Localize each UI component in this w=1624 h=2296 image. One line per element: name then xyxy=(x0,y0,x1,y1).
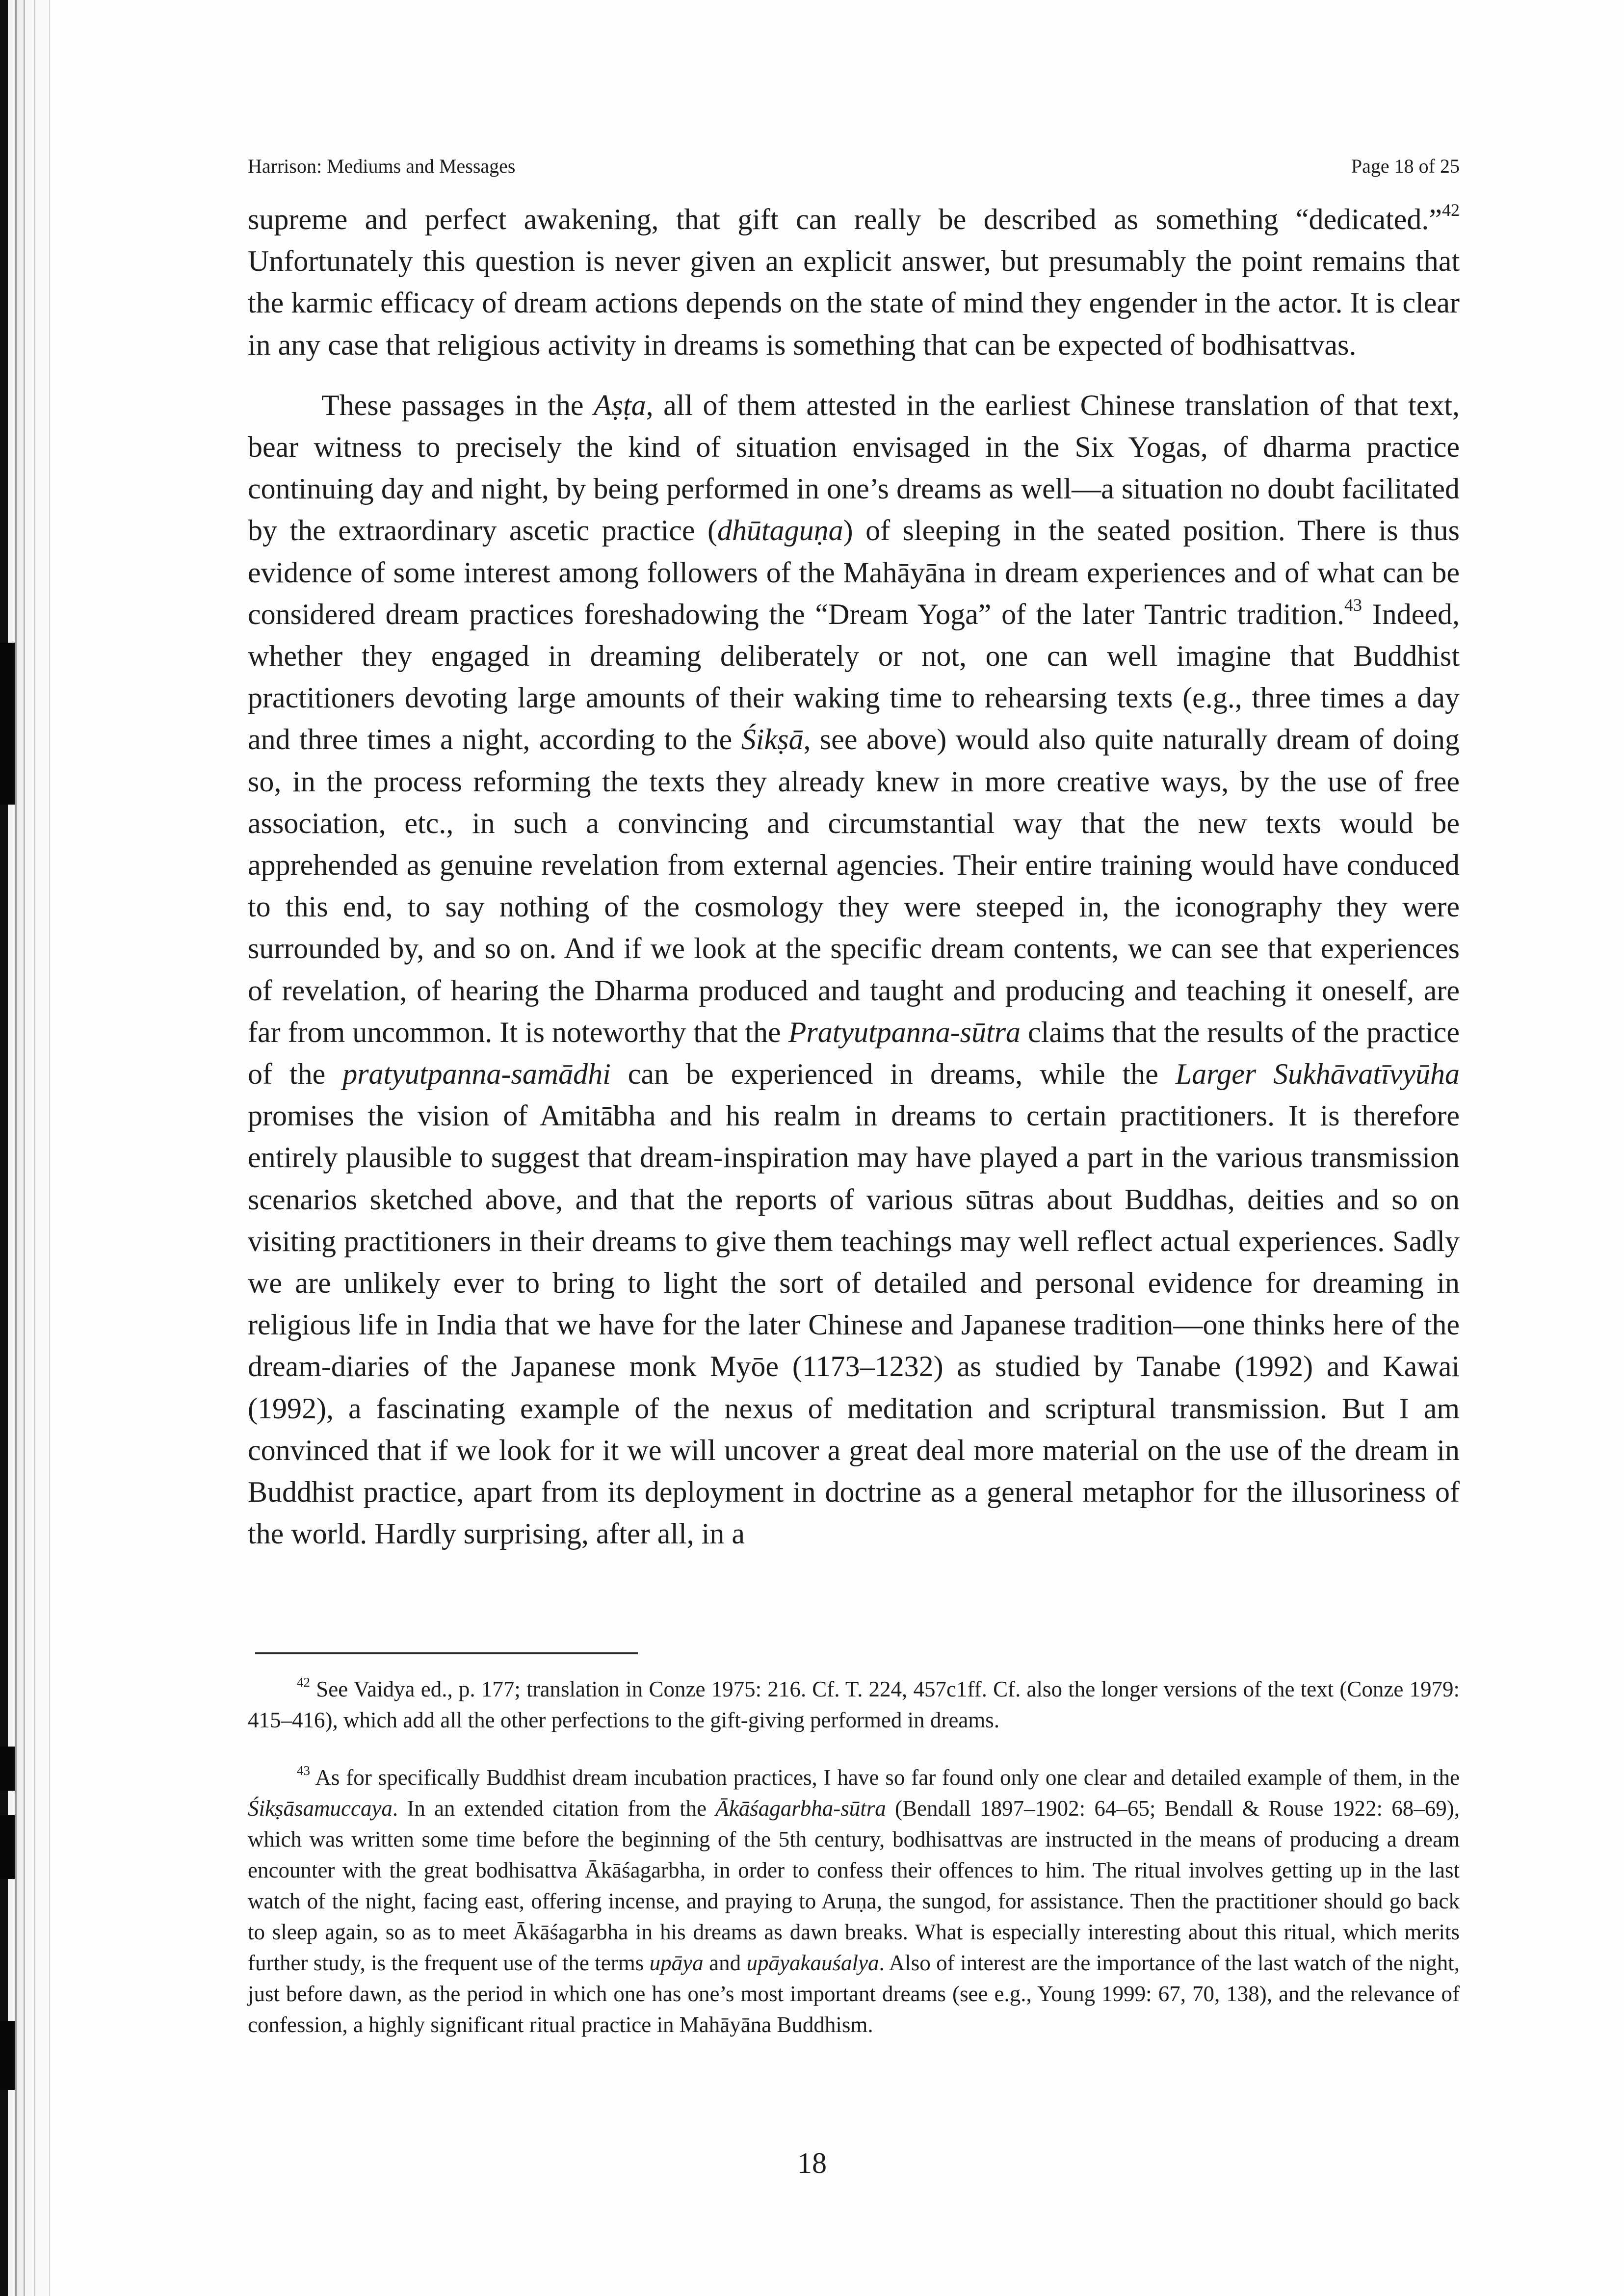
footnote-42 xyxy=(248,1674,1460,1736)
paragraph xyxy=(248,385,1460,1555)
italic-term: Ākāśagarbha-sūtra xyxy=(715,1796,886,1821)
text-run: . Also of interest are the importance of the last watch of the night, just before dawn, as the period in which one has one’s most important dreams (see e.g., Young 1999: 67, 70, 138), and the relevance of confession, a highly significant ritual practice in Mahāyāna Buddhism. xyxy=(248,1951,1460,2037)
scan-edge xyxy=(0,0,82,2296)
text-run: As for specifically Buddhist dream incubation practices, I have so far found only one clear and detailed example of them, in the xyxy=(310,1765,1460,1790)
page-number: 18 xyxy=(797,2147,827,2179)
page-indicator: Page 18 of 25 xyxy=(1351,155,1460,177)
text-run: can be experienced in dreams, while the xyxy=(610,1058,1176,1091)
body-text xyxy=(248,199,1460,1555)
text-run: ) of sleeping in the seated position. There is thus evidence of some interest among followers of the Mahāyāna in dream experiences and of what can be considered dream practices foreshadowing the “Dream Yoga” of the later Tantric tradition. xyxy=(248,514,1460,630)
text-run: (Bendall 1897–1902: 64–65; Bendall & Rouse 1922: 68–69), which was written some time before the beginning of the 5th century, bodhisattvas are instructed in the means of producing a dream encounter with the great bodhisattva Ākāśagarbha, in order to confess their offences to him. The ritual involves getting up in the last watch of the night, facing east, offering incense, and praying to Aruṇa, the sungod, for assistance. Then the practitioner should go back to sleep again, so as to meet Ākāśagarbha in his dreams as dawn breaks. What is especially interesting about this ritual, which merits further study, is the frequent use of the terms xyxy=(248,1796,1460,1975)
footnote-ref-42[interactable]: 42 xyxy=(1442,200,1460,220)
italic-term: upāyakauśalya xyxy=(746,1951,879,1975)
italic-term: Pratyutpanna-sūtra xyxy=(788,1016,1021,1048)
text-run: claims that the results of the practice of the xyxy=(248,1016,1460,1091)
italic-term: upāya xyxy=(649,1951,704,1975)
scan-bar xyxy=(0,2021,15,2090)
text-run: These passages in the xyxy=(321,389,594,421)
text-run: Unfortunately this question is never given an explicit answer, but presumably the point remains that the karmic efficacy of dream actions depends on the state of mind they engender in the actor. It is clear in any case that religious activity in dreams is something that can be expected of bodhisattvas. xyxy=(248,245,1460,361)
footnote-marker: 42 xyxy=(297,1674,310,1690)
italic-term: Larger Sukhāvatīvyūha xyxy=(1175,1058,1460,1091)
paragraph xyxy=(248,199,1460,366)
scan-bar xyxy=(0,643,15,805)
running-head xyxy=(248,146,1460,185)
text-run: Indeed, whether they engaged in dreaming deliberately or not, one can well imagine that Buddhist practitioners devoting large amounts of their waking time to rehearsing texts (e.g., three times a day and three times a night, according to the xyxy=(248,598,1460,756)
italic-term: Śikṣā xyxy=(741,723,804,756)
text-run: , all of them attested in the earliest Chinese translation of that text, bear witness to precisely the kind of situation envisaged in the Six Yogas, of dharma practice continuing day and night, by being performed in one’s dreams as well—a situation no doubt facilitated by the extraordinary ascetic practice ( xyxy=(248,389,1460,547)
scan-bar xyxy=(0,1815,15,1879)
text-run: and xyxy=(703,1951,747,1975)
text-run: See Vaidya ed., p. 177; translation in Conze 1975: 216. Cf. T. 224, 457c1ff. Cf. also the longer versions of the text (Conze 1979: 415–416), which add all the other perfections to the gift-giving performed in dreams. xyxy=(248,1677,1460,1732)
footnote-43 xyxy=(248,1762,1460,2040)
scan-bar xyxy=(0,1747,15,1791)
text-run: supreme and perfect awakening, that gift can really be described as something “dedicated.” xyxy=(248,203,1442,235)
text-run: , see above) would also quite naturally dream of doing so, in the process reforming the texts they already knew in more creative ways, by the use of free association, etc., in such a convincing and circumstantial way that the new texts would be apprehended as genuine revelation from external agencies. Their entire training would have conduced to this end, to say nothing of the cosmology they were steeped in, the iconography they were surrounded by, and so on. And if we look at the specific dream contents, we can see that experiences of revelation, of hearing the Dharma produced and taught and producing and teaching it oneself, are far from uncommon. It is noteworthy that the xyxy=(248,723,1460,1048)
italic-term: dhūtaguṇa xyxy=(717,514,843,547)
footnote-rule xyxy=(255,1652,638,1654)
text-run: promises the vision of Amitābha and his realm in dreams to certain practitioners. It is therefore entirely plausible to suggest that dream-inspiration may have played a part in the various transmission scenarios sketched above, and that the reports of various sūtras about Buddhas, deities and so on visiting practitioners in their dreams to give them teachings may well reflect actual experiences. Sadly we are unlikely ever to bring to light the sort of detailed and personal evidence for dreaming in religious life in India that we have for the later Chinese and Japanese tradition—one thinks here of the dream-diaries of the Japanese monk Myōe (1173–1232) as studied by Tanabe (1992) and Kawai (1992), a fascinating example of the nexus of meditation and scriptural transmission. But I am convinced that if we look for it we will uncover a great deal more material on the use of the dream in Buddhist practice, apart from its deployment in doctrine as a general metaphor for the illusoriness of the world. Hardly surprising, after all, in a xyxy=(248,1099,1460,1550)
text-run: . In an extended citation from the xyxy=(392,1796,716,1821)
italic-term: pratyutpanna-samādhi xyxy=(342,1058,611,1091)
running-title: Harrison: Mediums and Messages xyxy=(248,155,516,177)
footnote-ref-43[interactable]: 43 xyxy=(1344,595,1362,615)
footnotes xyxy=(248,1674,1460,2040)
italic-term: Aṣṭa xyxy=(594,389,646,421)
italic-term: Śikṣāsamuccaya xyxy=(248,1796,393,1821)
footnote-marker: 43 xyxy=(297,1763,310,1778)
